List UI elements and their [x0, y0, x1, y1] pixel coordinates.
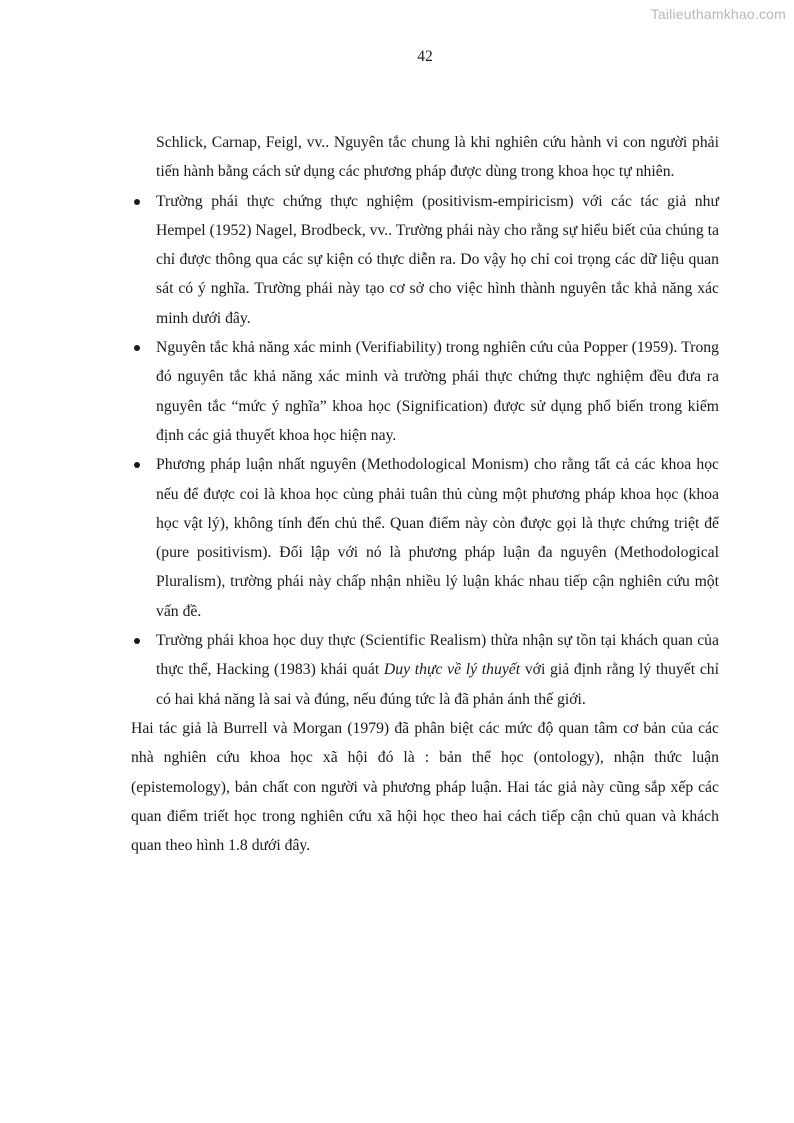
watermark: Tailieuthamkhao.com — [650, 6, 786, 22]
closing-paragraph: Hai tác giả là Burrell và Morgan (1979) đã phân biệt các mức độ quan tâm cơ bản của các nhà nghiên cứu khoa học xã hội đó là : bản thể học (ontology), nhận thức luận (epistemology), bản chất con người và phương pháp luận. Hai tác giả này cũng sắp xếp các quan điểm triết học trong nghiên cứu xã hội học theo hai cách tiếp cận chủ quan và khách quan theo hình 1.8 dưới đây. — [131, 719, 719, 855]
bullet-text: Trường phái thực chứng thực nghiệm (positivism-empiricism) với các tác giả như Hempel (1952) Nagel, Brodbeck, vv.. Trường phái này cho rằng sự hiểu biết của chúng ta chỉ được thông qua các sự kiện có thực diễn ra. Do vậy họ chỉ coi trọng các dữ liệu quan sát có ý nghĩa. Trường phái này tạo cơ sở cho việc hình thành nguyên tắc khả năng xác minh dưới đây. — [156, 192, 719, 327]
bullet-text-italic: Duy thực về lý thuyết — [383, 661, 521, 679]
bullet-icon — [134, 462, 140, 468]
bullet-list — [131, 187, 719, 714]
bullet-text: Phương pháp luận nhất nguyên (Methodological Monism) cho rằng tất cả các khoa học nếu để được coi là khoa học cùng phải tuân thủ cùng một phương pháp khoa học (khoa học vật lý), không tính đến chủ thể. Quan điểm này còn được gọi là thực chứng triệt để (pure positivism). Đối lập với nó là phương pháp luận đa nguyên (Methodological Pluralism), trường phái này chấp nhận nhiều lý luận khác nhau tiếp cận nghiên cứu một vấn đề. — [156, 456, 719, 620]
bullet-item-positivism-empiricism — [131, 187, 719, 333]
page-number: 42 — [417, 48, 433, 65]
bullet-item-verifiability — [131, 333, 719, 450]
bullet-text-before: Trường phái khoa học duy thực (Scientific Realism) thừa nhận sự tồn tại khách quan của thực thể, Hacking (1983) khái quát — [156, 632, 719, 679]
bullet-text-after: với giả định rằng lý thuyết chỉ có hai khả năng là sai và đúng, nếu đúng tức là đã phản ánh thế giới. — [156, 661, 719, 708]
bullet-text: Nguyên tắc khả năng xác minh (Verifiability) trong nghiên cứu của Popper (1959). Trong đó nguyên tắc khả năng xác minh và trường phái thực chứng thực nghiệm đều đưa ra nguyên tắc “mức ý nghĩa” khoa học (Signification) được sử dụng phổ biến trong kiểm định các giả thuyết khoa học hiện nay. — [156, 339, 719, 444]
bullet-icon — [134, 638, 140, 644]
document-body — [131, 128, 719, 860]
continuation-paragraph: Schlick, Carnap, Feigl, vv.. Nguyên tắc chung là khi nghiên cứu hành vi con người phải tiến hành bằng cách sử dụng các phương pháp được dùng trong khoa học tự nhiên. — [156, 134, 719, 181]
bullet-item-scientific-realism — [131, 626, 719, 714]
bullet-icon — [134, 199, 140, 205]
bullet-icon — [134, 345, 140, 351]
bullet-item-methodological-monism — [131, 450, 719, 626]
